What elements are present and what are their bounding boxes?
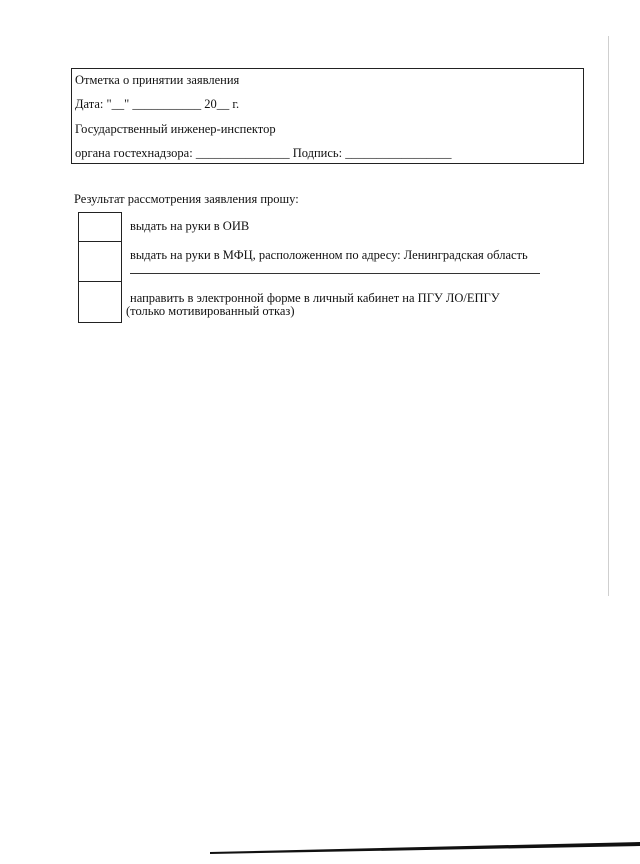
mfc-address-line — [130, 273, 540, 274]
acceptance-date-line: Дата: "__" ___________ 20__ г. — [75, 97, 240, 111]
scan-edge-bottom — [210, 838, 640, 854]
option-label-oiv: выдать на руки в ОИВ — [130, 219, 250, 233]
option-checkbox-oiv[interactable] — [78, 212, 122, 242]
scan-edge-right — [608, 36, 609, 596]
option-label-mfc: выдать на руки в МФЦ, расположенном по адресу: Ленинградская область — [130, 248, 528, 262]
acceptance-signature-line: органа гостехнадзора: _______________ Подпись: _________________ — [75, 146, 452, 160]
acceptance-title: Отметка о принятии заявления — [75, 73, 240, 87]
acceptance-inspector-line: Государственный инженер-инспектор — [75, 122, 276, 136]
option-label-electronic-note: (только мотивированный отказ) — [126, 304, 295, 318]
option-checkbox-electronic[interactable] — [78, 281, 122, 323]
option-label-electronic: направить в электронной форме в личный кабинет на ПГУ ЛО/ЕПГУ — [130, 291, 500, 305]
result-title: Результат рассмотрения заявления прошу: — [74, 192, 299, 206]
option-checkbox-mfc[interactable] — [78, 241, 122, 282]
